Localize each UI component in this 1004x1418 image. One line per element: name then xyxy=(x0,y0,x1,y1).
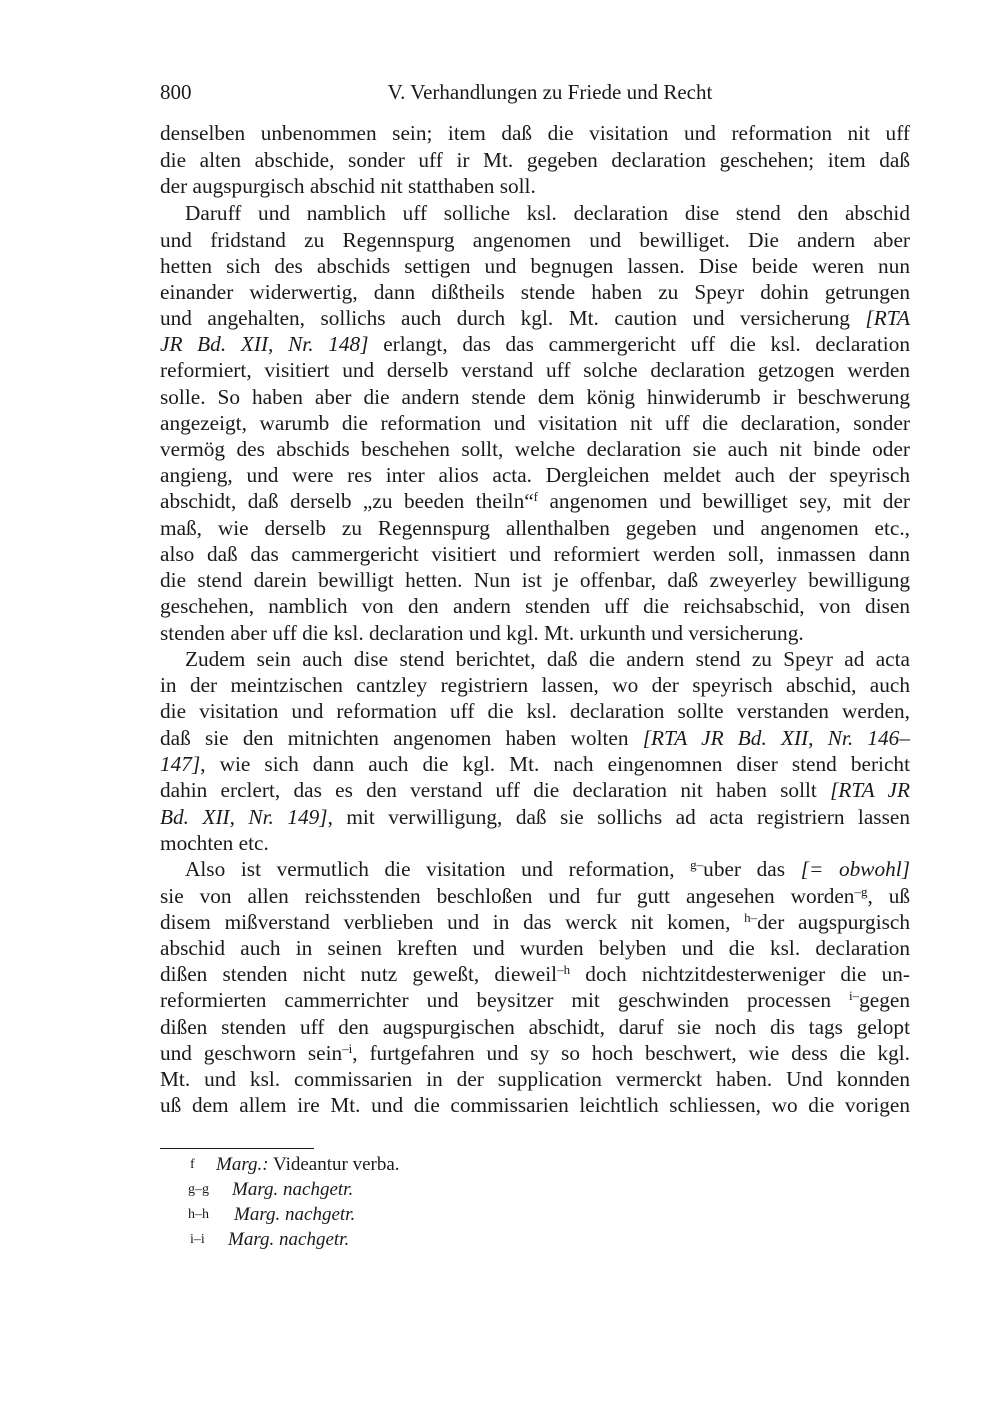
text-line xyxy=(160,567,910,593)
text-span: sie von allen reichsstenden beschloßen und fur gutt angesehen worden xyxy=(160,884,855,908)
footnote-italic: Marg. nachgetr. xyxy=(232,1179,354,1200)
text-span: und geschworn sein xyxy=(160,1041,343,1065)
text-span: gegen xyxy=(859,988,910,1012)
text-line xyxy=(160,935,910,961)
footnote-ref: g– xyxy=(690,857,704,872)
footnote-ref: h– xyxy=(744,910,758,925)
footnote-italic: Marg. nachgetr. xyxy=(234,1204,356,1225)
italic-span: Bd. XII, Nr. 149] xyxy=(160,805,328,829)
text-span: reformiert, visitiert und derselb verstand uff solche declaration getzogen werden xyxy=(160,358,910,382)
text-line xyxy=(160,384,910,410)
running-head: V. Verhandlungen zu Friede und Recht xyxy=(387,80,713,104)
text-span: der augspurgisch xyxy=(757,910,911,934)
text-line xyxy=(160,646,910,672)
footnote-rest: Videantur verba. xyxy=(268,1154,400,1175)
text-span: Zudem sein auch dise stend berichtet, daß die andern stend zu Speyr ad acta xyxy=(185,647,910,671)
footnote-mark: g–g xyxy=(188,1182,209,1197)
text-span: maß, wie derselb zu Regennspurg allenthalben gegeben und angenomen etc., xyxy=(160,516,910,540)
footnote-rule xyxy=(160,1148,314,1149)
text-line xyxy=(160,436,910,462)
text-line xyxy=(160,987,910,1013)
text-line xyxy=(160,331,910,357)
text-line xyxy=(160,672,910,698)
text-span: einander widerwertig, dann dißtheils stende haben zu Speyr dohin getrungen xyxy=(160,280,910,304)
footnote-ref: f xyxy=(533,489,539,504)
text-span: hetten sich des abschids settigen und begnugen lassen. Dise beide weren nun xyxy=(160,254,910,278)
page-number: 800 xyxy=(160,80,192,104)
text-line xyxy=(160,515,910,541)
text-span: die alten abschide, sonder uff ir Mt. gegeben declaration geschehen; item daß xyxy=(160,148,910,172)
text-line xyxy=(160,462,910,488)
text-span: die stend darein bewilligt hetten. Nun ist je offenbar, daß zweyerley bewilligung xyxy=(160,568,910,592)
italic-span: [= obwohl] xyxy=(800,857,910,881)
text-line xyxy=(160,410,910,436)
text-span: , furtgefahren und sy so hoch beschwert, wie dess die kgl. xyxy=(352,1041,910,1065)
text-line xyxy=(160,173,910,199)
text-line xyxy=(160,305,910,331)
text-span: Mt. und ksl. commissarien in der supplication vermerckt haben. Und konnden xyxy=(160,1067,910,1091)
footnote-text xyxy=(232,1177,353,1202)
italic-span: [RTA JR Bd. XII, Nr. 146– xyxy=(642,726,910,750)
text-span: uber das xyxy=(703,857,801,881)
text-line xyxy=(160,279,910,305)
footnote-italic: Marg. nachgetr. xyxy=(228,1229,350,1250)
footnote-text xyxy=(234,1202,355,1227)
footnote-ref: –i xyxy=(342,1041,353,1056)
text-span: dißen stenden uff den augspurgischen abschidt, daruf sie noch dis tags gelopt xyxy=(160,1015,910,1039)
footnote-ref: –h xyxy=(557,962,571,977)
text-span: dißen stenden nicht nutz geweßt, dieweil xyxy=(160,962,558,986)
text-span: , mit verwilligung, daß sie sollichs ad acta registriern lassen xyxy=(327,805,910,829)
text-span: und angehalten, sollichs auch durch kgl. Mt. caution und versicherung xyxy=(160,306,866,330)
text-line xyxy=(160,909,910,935)
text-span: , wie sich dann auch die kgl. Mt. nach eingenomnen diser stend bericht xyxy=(200,752,910,776)
italic-span: [RTA xyxy=(865,306,910,330)
text-span: und fridstand zu Regennspurg angenomen und bewilliget. Die andern aber xyxy=(160,228,910,252)
text-line xyxy=(160,253,910,279)
text-line xyxy=(160,856,910,882)
text-span: angenomen und bewilliget sey, mit der xyxy=(538,489,910,513)
text-span: angezeigt, warumb die reformation und visitation nit uff die declaration, sonder xyxy=(160,411,910,435)
text-span: disem mißverstand verblieben und in das werck nit komen, xyxy=(160,910,745,934)
text-span: , uß xyxy=(867,884,910,908)
text-line xyxy=(160,961,910,987)
text-span: dahin erclert, das es den verstand uff die declaration nit haben sollt xyxy=(160,778,831,802)
text-span: in der meintzischen cantzley registriern lassen, wo der speyrisch abschid, auch xyxy=(160,673,910,697)
text-line xyxy=(160,541,910,567)
text-line xyxy=(160,777,910,803)
footnote-ref: –g xyxy=(854,884,868,899)
text-line xyxy=(160,120,910,146)
italic-span: JR Bd. XII, Nr. 148] xyxy=(160,332,369,356)
text-span: reformierten cammerrichter und beysitzer mit geschwinden processen xyxy=(160,988,850,1012)
text-span: der augspurgisch abschid nit statthaben soll. xyxy=(160,174,536,198)
text-span: erlangt, das das cammergericht uff die ksl. declaration xyxy=(368,332,910,356)
text-span: Daruff und namblich uff solliche ksl. declaration dise stend den abschid xyxy=(185,201,910,225)
text-span: vermög des abschids beschehen sollt, welche declaration sie auch nit binde oder xyxy=(160,437,910,461)
text-line xyxy=(160,200,910,226)
text-line xyxy=(160,804,910,830)
text-span: abschidt, daß derselb „zu beeden theiln“ xyxy=(160,489,534,513)
text-span: solle. So haben aber die andern stende dem könig hinwiderumb ir beschwerung xyxy=(160,385,910,409)
text-span: abschid auch in seinen kreften und wurden belyben und die ksl. declaration xyxy=(160,936,910,960)
footnote-mark: f xyxy=(190,1157,195,1172)
text-line xyxy=(160,1014,910,1040)
text-line xyxy=(160,357,910,383)
text-line xyxy=(160,227,910,253)
text-line xyxy=(160,698,910,724)
text-line xyxy=(160,147,910,173)
text-span: die visitation und reformation uff die ksl. declaration sollte verstanden werden, xyxy=(160,699,910,723)
text-line xyxy=(160,725,910,751)
footnote-ref: i– xyxy=(849,988,860,1003)
text-line xyxy=(160,883,910,909)
text-span: angieng, und were res inter alios acta. Dergleichen meldet auch der speyrisch xyxy=(160,463,910,487)
footnote-mark: i–i xyxy=(190,1232,205,1247)
text-span: geschehen, namblich von den andern stenden uff die reichsabschid, von disen xyxy=(160,594,910,618)
text-line xyxy=(160,1040,910,1066)
text-line xyxy=(160,593,910,619)
text-span: mochten etc. xyxy=(160,831,269,855)
text-line xyxy=(160,620,910,646)
text-line xyxy=(160,1066,910,1092)
text-span: uß dem allem ire Mt. und die commissarien leichtlich schliessen, wo die vorigen xyxy=(160,1093,910,1117)
page-header xyxy=(160,80,910,106)
text-span: daß sie den mitnichten angenomen haben wolten xyxy=(160,726,643,750)
footnote-text xyxy=(228,1227,349,1252)
footnote-mark: h–h xyxy=(188,1207,209,1222)
footnote-italic: Marg.: xyxy=(216,1154,269,1175)
italic-span: [RTA JR xyxy=(830,778,910,802)
text-line xyxy=(160,1092,910,1118)
text-line xyxy=(160,830,910,856)
italic-span: 147] xyxy=(160,752,201,776)
text-span: denselben unbenommen sein; item daß die visitation und reformation nit uff xyxy=(160,121,910,145)
text-line xyxy=(160,751,910,777)
footnote-text xyxy=(216,1152,400,1177)
text-span: stenden aber uff die ksl. declaration und kgl. Mt. urkunth und versicherung. xyxy=(160,621,804,645)
text-span: doch nichtzitdesterweniger die un- xyxy=(570,962,911,986)
text-span: Also ist vermutlich die visitation und reformation, xyxy=(185,857,691,881)
text-line xyxy=(160,488,910,514)
text-span: also daß das cammergericht visitiert und reformiert werden soll, inmassen dann xyxy=(160,542,910,566)
